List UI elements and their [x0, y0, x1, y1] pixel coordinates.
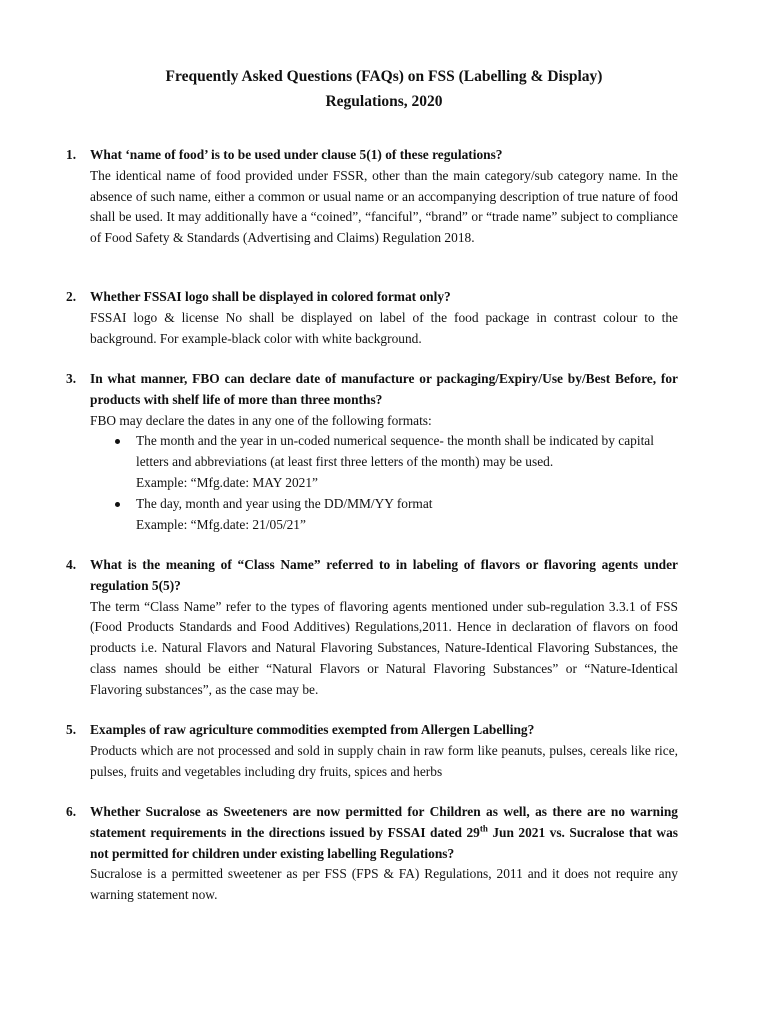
- faq-answer: FBO may declare the dates in any one of the following formats:: [90, 412, 432, 428]
- bullet-icon: [115, 439, 120, 444]
- faq-question-part-2: Jun 2021 vs. Sucralose that was not permitted for children under existing labelling Regulations?: [90, 824, 678, 861]
- list-item: [90, 494, 678, 536]
- faq-question: Examples of raw agriculture commodities exempted from Allergen Labelling?: [90, 722, 535, 737]
- faq-item-4: [66, 555, 678, 701]
- faq-item-6: [66, 802, 678, 906]
- faq-question-part-1: Whether Sucralose as Sweeteners are now permitted for Children as well, as there are no warning statement requirements in the directions issued by FSSAI dated 29: [90, 804, 678, 840]
- list-item-example: Example: “Mfg.date: MAY 2021”: [136, 474, 318, 490]
- faq-item-5: [66, 720, 678, 782]
- date-format-list: [90, 431, 678, 535]
- faq-item-1: [66, 145, 678, 249]
- faq-answer: Sucralose is a permitted sweetener as per FSS (FPS & FA) Regulations, 2011 and it does not require any warning statement now.: [90, 866, 678, 903]
- faq-item-3: [66, 369, 678, 535]
- list-item-example: Example: “Mfg.date: 21/05/21”: [136, 516, 306, 532]
- faq-number: 2.: [66, 289, 77, 304]
- faq-number: 5.: [66, 722, 77, 737]
- faq-answer: The term “Class Name” refer to the types of flavoring agents mentioned under sub-regulation 3.3.1 of FSS (Food Products Standards and Food Additives) Regulations,2011. Hence in declaration of flavors on food products i.e. Natural Flavors and Natural Flavoring Substances, Nature-Identical Flavoring Substances, the class names should be either “Natural Flavors or Natural Flavoring Substances” or “Nature-Identical Flavoring substances”, as the case may be.: [90, 598, 678, 697]
- faq-answer: The identical name of food provided under FSSR, other than the main category/sub category name. In the absence of such name, either a common or usual name or an accompanying description of true nature of food shall be used. It may additionally have a “coined”, “fanciful”, “brand” or “trade name” subject to compliance of Food Safety & Standards (Advertising and Claims) Regulation 2018.: [90, 167, 678, 246]
- faq-number: 1.: [66, 147, 77, 162]
- faq-question: What is the meaning of “Class Name” referred to in labeling of flavors or flavoring agents under regulation 5(5)?: [90, 557, 678, 593]
- faq-answer: FSSAI logo & license No shall be displayed on label of the food package in contrast colour to the background. For example-black color with white background.: [90, 309, 678, 346]
- ordinal-suffix: th: [479, 823, 488, 834]
- list-item: [90, 431, 678, 493]
- faq-question: In what manner, FBO can declare date of manufacture or packaging/Expiry/Use by/Best Before, for products with shelf life of more than three months?: [90, 371, 678, 407]
- document-title: [0, 64, 768, 114]
- faq-question: Whether FSSAI logo shall be displayed in colored format only?: [90, 289, 451, 304]
- faq-number: 3.: [66, 371, 77, 386]
- faq-number: 4.: [66, 557, 77, 572]
- bullet-icon: [115, 502, 120, 507]
- list-item-text: The day, month and year using the DD/MM/YY format: [136, 495, 433, 511]
- faq-question: [90, 802, 678, 864]
- faq-item-2: [66, 287, 678, 349]
- faq-answer: Products which are not processed and sold in supply chain in raw form like peanuts, pulses, cereals like rice, pulses, fruits and vegetables including dry fruits, spices and herbs: [90, 742, 678, 779]
- title-line-2: Regulations, 2020: [325, 93, 443, 110]
- list-item-text: The month and the year in un-coded numerical sequence- the month shall be indicated by capital letters and abbreviations (at least first three letters of the month) may be used.: [136, 433, 654, 470]
- faq-number: 6.: [66, 804, 77, 819]
- faq-question: What ‘name of food’ is to be used under clause 5(1) of these regulations?: [90, 147, 503, 162]
- title-line-1: Frequently Asked Questions (FAQs) on FSS (Labelling & Display): [165, 68, 603, 85]
